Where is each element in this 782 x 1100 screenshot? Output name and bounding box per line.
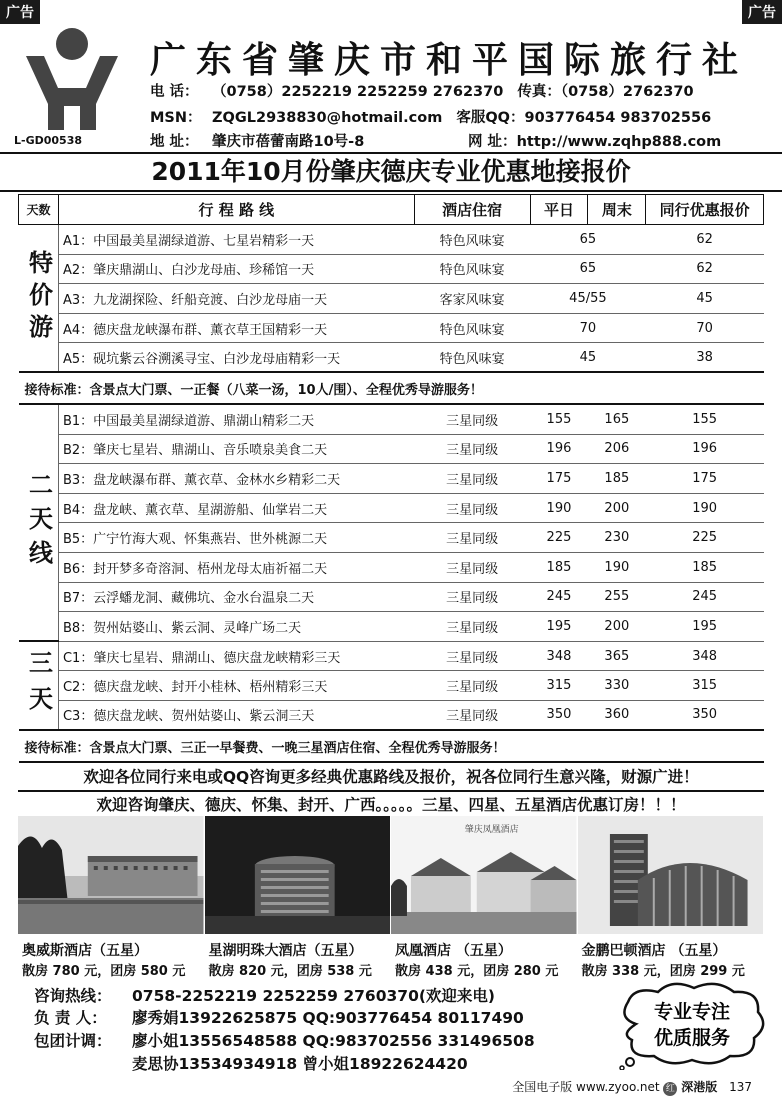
hotel-cell: 特色风味宴 [414,225,530,255]
route-cell: B3：盘龙峡瀑布群、薰衣草、金林水乡精彩二天 [58,464,414,494]
hotel-name: 凤凰酒店 （五星） [395,943,512,959]
peer-price-cell: 350 [646,700,764,730]
route-cell: A1：中国最美星湖绿道游、七星岩精彩一天 [58,225,414,255]
weekend-price-cell: 165 [588,404,646,434]
weekend-price-cell: 185 [588,464,646,494]
company-name: 广东省肇庆市和平国际旅行社 [150,39,749,81]
peer-price-cell: 185 [646,552,764,582]
weekend-price-cell: 255 [588,582,646,612]
weekday-price-cell: 185 [530,552,588,582]
footer-edition-prefix: 全国电子版 www.zyoo.net [512,1080,660,1094]
price-cell: 70 [530,313,646,343]
table-row [19,343,764,373]
weekend-price-cell: 206 [588,434,646,464]
route-cell: B6：封开梦多奇溶洞、梧州龙母太庙祈福二天 [58,552,414,582]
peer-price-cell: 62 [646,254,764,284]
group-line [34,1029,535,1051]
header-hotel: 酒店住宿 [414,195,530,225]
weekend-price-cell: 330 [588,671,646,701]
category-three-day: 三天 [19,641,59,730]
header-days: 天数 [19,195,59,225]
table-row [19,641,764,671]
hotel-cell: 三星同级 [414,434,530,464]
hotel-price: 散房 820 元，团房 538 元 [208,964,372,979]
hotel-cell: 客家风味宴 [414,284,530,314]
header-weekend: 周末 [588,195,646,225]
table-row [19,582,764,612]
route-cell: A2：肇庆鼎湖山、白沙龙母庙、珍稀馆一天 [58,254,414,284]
hotel-card [18,816,205,979]
qq-value: 903776454 983702556 [524,110,712,126]
hotel-cell: 三星同级 [414,641,530,671]
hotel-sign: 肇庆凤凰酒店 [464,824,519,836]
weekend-price-cell: 200 [588,612,646,642]
hotel-cell: 三星同级 [414,582,530,612]
hotel-cell: 三星同级 [414,464,530,494]
weekday-price-cell: 245 [530,582,588,612]
service-standard-row [19,372,764,404]
category-special: 特价游 [19,225,59,373]
group-value: 廖小姐13556548588 QQ:983702556 331496508 [132,1032,535,1050]
manager-value: 廖秀娟13922625875 QQ:903776454 80117490 [132,1009,524,1027]
welcome-note: 欢迎各位同行来电或QQ咨询更多经典优惠路线及报价，祝各位同行生意兴隆，财源广进！ [18,764,764,792]
msn-label: MSN： [150,110,202,126]
group-label: 包团计调： [34,1032,112,1050]
website-label: 网 址： [468,134,517,150]
footer-page-number: 137 [729,1080,752,1094]
route-cell: B5：广宁竹海大观、怀集燕岩、世外桃源二天 [58,523,414,553]
hotel-photo-icon [578,816,764,934]
qq-label: 客服QQ： [456,110,525,126]
header-peer-price: 同行优惠报价 [646,195,764,225]
extra-contacts-value: 麦思协13534934918 曾小姐18922624420 [132,1055,468,1073]
service-standard-multi-day: 接待标准：含景点大门票、三正一早餐费、一晚三星酒店住宿、全程优秀导游服务！ [19,730,764,762]
table-row [19,552,764,582]
slogan-cloud [614,978,770,1070]
hotel-price: 散房 438 元，团房 280 元 [395,964,559,979]
peer-price-cell: 45 [646,284,764,314]
table-row [19,700,764,730]
msn-value: ZQGL2938830@hotmail.com [212,110,443,126]
route-cell: A3：九龙湖探险、纤船竞渡、白沙龙母庙一天 [58,284,414,314]
hotel-price: 散房 338 元，团房 299 元 [581,964,745,979]
hotel-cell: 三星同级 [414,700,530,730]
website-value: http://www.zqhp888.com [516,134,722,150]
table-row [19,493,764,523]
hotel-cell: 三星同级 [414,404,530,434]
route-cell: B8：贺州姑婆山、紫云洞、灵峰广场二天 [58,612,414,642]
hotel-name: 奥威斯酒店（五星） [22,943,148,959]
price-table [18,194,764,763]
hotel-card [205,816,392,979]
weekday-price-cell: 190 [530,493,588,523]
hotline-line [34,984,495,1006]
weekday-price-cell: 196 [530,434,588,464]
hotel-cell: 特色风味宴 [414,313,530,343]
manager-line [34,1006,524,1028]
price-cell: 45/55 [530,284,646,314]
weekday-price-cell: 348 [530,641,588,671]
manager-label: 负 责 人： [34,1009,107,1027]
weekday-price-cell: 155 [530,404,588,434]
peer-price-cell: 38 [646,343,764,373]
hotel-cell: 三星同级 [414,523,530,553]
hotel-price: 散房 780 元，团房 580 元 [22,964,186,979]
weekend-price-cell: 365 [588,641,646,671]
page-title: 2011年10月份肇庆德庆专业优惠地接报价 [0,152,782,192]
weekend-price-cell: 360 [588,700,646,730]
hotline-label: 咨询热线： [34,987,112,1005]
slogan-line-1: 专业专注 [653,1001,731,1023]
address-value: 肇庆市蓓蕾南路10号-8 [212,134,365,150]
table-row [19,313,764,343]
header-route: 行 程 路 线 [58,195,414,225]
license-code: L-GD00538 [14,134,83,147]
table-row [19,523,764,553]
ad-label-left: 广告 [0,0,40,24]
peer-price-cell: 196 [646,434,764,464]
peer-price-cell: 245 [646,582,764,612]
table-header-row [19,195,764,225]
table-row [19,671,764,701]
hotel-cell: 三星同级 [414,612,530,642]
company-logo-icon [22,26,122,134]
table-row [19,225,764,255]
hotel-name: 金鹏巴顿酒店 （五星） [581,943,727,959]
route-cell: B2：肇庆七星岩、鼎湖山、音乐喷泉美食二天 [58,434,414,464]
booking-note: 欢迎咨询肇庆、德庆、怀集、封开、广西。。。。。三星、四星、五星酒店优惠订房！！！ [96,796,686,814]
address-line [150,130,721,151]
slogan-line-2: 优质服务 [653,1027,731,1049]
hotel-name: 星湖明珠大酒店（五星） [208,943,363,959]
peer-price-cell: 348 [646,641,764,671]
table-row [19,254,764,284]
phone-value: （0758）2252219 2252259 2762370 [212,84,504,100]
table-row [19,404,764,434]
footer-badge-icon: 红 [663,1082,677,1096]
hotel-cell: 三星同级 [414,552,530,582]
page-footer [512,1078,752,1096]
hotel-cell: 特色风味宴 [414,254,530,284]
hotel-cell: 三星同级 [414,671,530,701]
peer-price-cell: 195 [646,612,764,642]
fax-label: 传真： [517,84,561,100]
route-cell: C2：德庆盘龙峡、封开小桂林、梧州精彩三天 [58,671,414,701]
footer-edition: 深港版 [681,1080,718,1094]
hotel-card [578,816,765,979]
hotel-cell: 特色风味宴 [414,343,530,373]
peer-price-cell: 62 [646,225,764,255]
table-row [19,612,764,642]
address-label: 地 址： [150,134,199,150]
route-cell: B4：盘龙峡、薰衣草、星湖游船、仙掌岩二天 [58,493,414,523]
weekend-price-cell: 190 [588,552,646,582]
peer-price-cell: 315 [646,671,764,701]
route-cell: B1：中国最美星湖绿道游、鼎湖山精彩二天 [58,404,414,434]
hotline-value: 0758-2252219 2252259 2760370(欢迎来电) [132,987,496,1005]
peer-price-cell: 70 [646,313,764,343]
hotel-photo-icon [18,816,204,934]
table-row [19,284,764,314]
extra-contacts-line [34,1052,468,1074]
ad-label-right: 广告 [742,0,782,24]
table-row [19,434,764,464]
weekday-price-cell: 225 [530,523,588,553]
peer-price-cell: 190 [646,493,764,523]
weekday-price-cell: 350 [530,700,588,730]
service-standard-row [19,730,764,762]
phone-line [150,80,694,101]
route-cell: A5：砚坑紫云谷溯溪寻宝、白沙龙母庙精彩一天 [58,343,414,373]
price-cell: 65 [530,225,646,255]
msn-line [150,106,711,127]
route-cell: A4：德庆盘龙峡瀑布群、薰衣草王国精彩一天 [58,313,414,343]
weekday-price-cell: 195 [530,612,588,642]
category-two-day: 二天线 [19,404,59,641]
route-cell: B7：云浮蟠龙洞、藏佛坑、金水台温泉二天 [58,582,414,612]
price-cell: 65 [530,254,646,284]
price-cell: 45 [530,343,646,373]
phone-label: 电 话： [150,84,199,100]
header-weekday: 平日 [530,195,588,225]
service-standard-one-day: 接待标准：含景点大门票、一正餐（八菜一汤，10人/围）、全程优秀导游服务！ [19,372,764,404]
route-cell: C1：肇庆七星岩、鼎湖山、德庆盘龙峡精彩三天 [58,641,414,671]
hotel-cell: 三星同级 [414,493,530,523]
route-cell: C3：德庆盘龙峡、贺州姑婆山、紫云洞三天 [58,700,414,730]
weekend-price-cell: 230 [588,523,646,553]
peer-price-cell: 175 [646,464,764,494]
hotel-photo-icon [391,816,577,934]
hotel-gallery [18,816,764,979]
peer-price-cell: 225 [646,523,764,553]
peer-price-cell: 155 [646,404,764,434]
weekday-price-cell: 175 [530,464,588,494]
weekend-price-cell: 200 [588,493,646,523]
table-row [19,464,764,494]
fax-value: （0758）2762370 [560,84,694,100]
weekday-price-cell: 315 [530,671,588,701]
hotel-photo-icon [205,816,391,934]
header [0,22,782,150]
hotel-card [391,816,578,979]
